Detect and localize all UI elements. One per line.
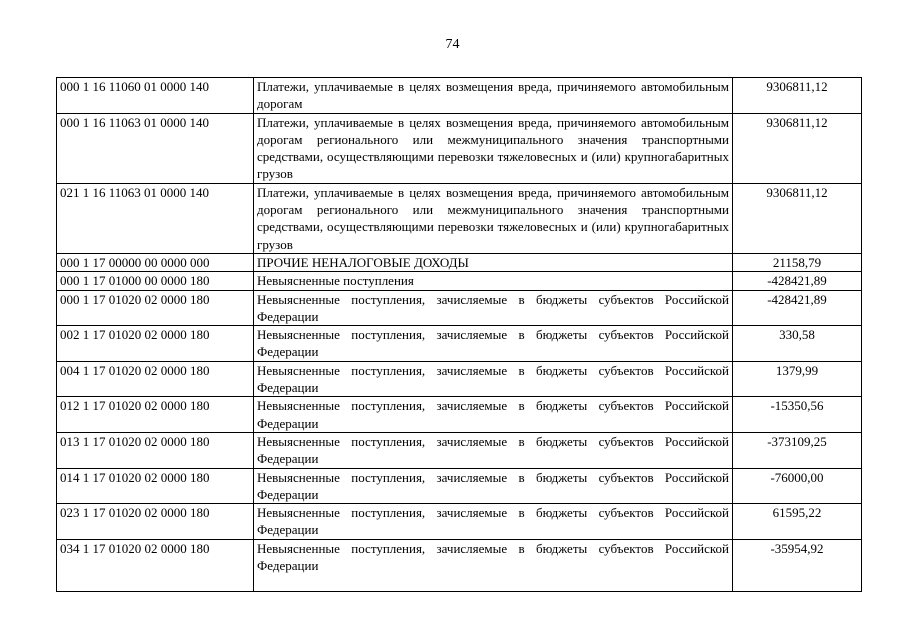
row-code-cell: 002 1 17 01020 02 0000 180 <box>57 326 254 362</box>
row-name-cell: Невыясненные поступления, зачисляемые в бюджеты субъектов Российской Федерации <box>254 504 733 540</box>
row-amount-cell: -428421,89 <box>733 272 862 290</box>
row-name-cell: Платежи, уплачиваемые в целях возмещения вреда, причиняемого автомобильным дорогам регионального или межмуниципального значения транспортными средствами, осуществляющими перевозки тяжеловесных и (или) крупногабаритных грузов <box>254 113 733 183</box>
table-row <box>57 253 862 271</box>
page-number: 74 <box>445 37 460 52</box>
row-amount-cell: 9306811,12 <box>733 183 862 253</box>
row-name-cell: Невыясненные поступления, зачисляемые в бюджеты субъектов Российской Федерации <box>254 361 733 397</box>
row-amount-cell: 61595,22 <box>733 504 862 540</box>
row-code-cell: 000 1 16 11063 01 0000 140 <box>57 113 254 183</box>
row-name-cell: Невыясненные поступления, зачисляемые в бюджеты субъектов Российской Федерации <box>254 397 733 433</box>
row-code-cell: 013 1 17 01020 02 0000 180 <box>57 432 254 468</box>
table-row <box>57 468 862 504</box>
row-name-cell: Невыясненные поступления, зачисляемые в бюджеты субъектов Российской Федерации <box>254 326 733 362</box>
row-code-cell: 023 1 17 01020 02 0000 180 <box>57 504 254 540</box>
row-amount-cell: 330,58 <box>733 326 862 362</box>
table-row <box>57 290 862 326</box>
row-code-cell: 012 1 17 01020 02 0000 180 <box>57 397 254 433</box>
table-row <box>57 113 862 183</box>
table-row <box>57 539 862 591</box>
row-name-cell: Невыясненные поступления, зачисляемые в бюджеты субъектов Российской Федерации <box>254 432 733 468</box>
row-amount-cell: -428421,89 <box>733 290 862 326</box>
row-name-cell: Платежи, уплачиваемые в целях возмещения вреда, причиняемого автомобильным дорогам <box>254 78 733 114</box>
row-amount-cell: 21158,79 <box>733 253 862 271</box>
row-name-cell: Невыясненные поступления, зачисляемые в бюджеты субъектов Российской Федерации <box>254 290 733 326</box>
table-row <box>57 361 862 397</box>
table-row <box>57 504 862 540</box>
row-amount-cell: 1379,99 <box>733 361 862 397</box>
row-amount-cell: -76000,00 <box>733 468 862 504</box>
row-code-cell: 034 1 17 01020 02 0000 180 <box>57 539 254 591</box>
row-name-cell: ПРОЧИЕ НЕНАЛОГОВЫЕ ДОХОДЫ <box>254 253 733 271</box>
row-amount-cell: 9306811,12 <box>733 113 862 183</box>
budget-table-body <box>57 78 862 592</box>
table-row <box>57 326 862 362</box>
row-name-cell: Невыясненные поступления, зачисляемые в бюджеты субъектов Российской Федерации <box>254 539 733 591</box>
row-amount-cell: 9306811,12 <box>733 78 862 114</box>
row-code-cell: 000 1 17 01000 00 0000 180 <box>57 272 254 290</box>
row-code-cell: 004 1 17 01020 02 0000 180 <box>57 361 254 397</box>
table-row <box>57 432 862 468</box>
row-code-cell: 000 1 16 11060 01 0000 140 <box>57 78 254 114</box>
row-name-cell: Невыясненные поступления <box>254 272 733 290</box>
row-code-cell: 014 1 17 01020 02 0000 180 <box>57 468 254 504</box>
row-amount-cell: -35954,92 <box>733 539 862 591</box>
row-code-cell: 000 1 17 01020 02 0000 180 <box>57 290 254 326</box>
table-row <box>57 397 862 433</box>
row-name-cell: Платежи, уплачиваемые в целях возмещения вреда, причиняемого автомобильным дорогам регионального или межмуниципального значения транспортными средствами, осуществляющими перевозки тяжеловесных и (или) крупногабаритных грузов <box>254 183 733 253</box>
row-code-cell: 000 1 17 00000 00 0000 000 <box>57 253 254 271</box>
table-row <box>57 183 862 253</box>
row-name-cell: Невыясненные поступления, зачисляемые в бюджеты субъектов Российской Федерации <box>254 468 733 504</box>
row-amount-cell: -15350,56 <box>733 397 862 433</box>
row-amount-cell: -373109,25 <box>733 432 862 468</box>
table-row <box>57 78 862 114</box>
row-code-cell: 021 1 16 11063 01 0000 140 <box>57 183 254 253</box>
table-row <box>57 272 862 290</box>
budget-revenue-table <box>56 77 862 592</box>
